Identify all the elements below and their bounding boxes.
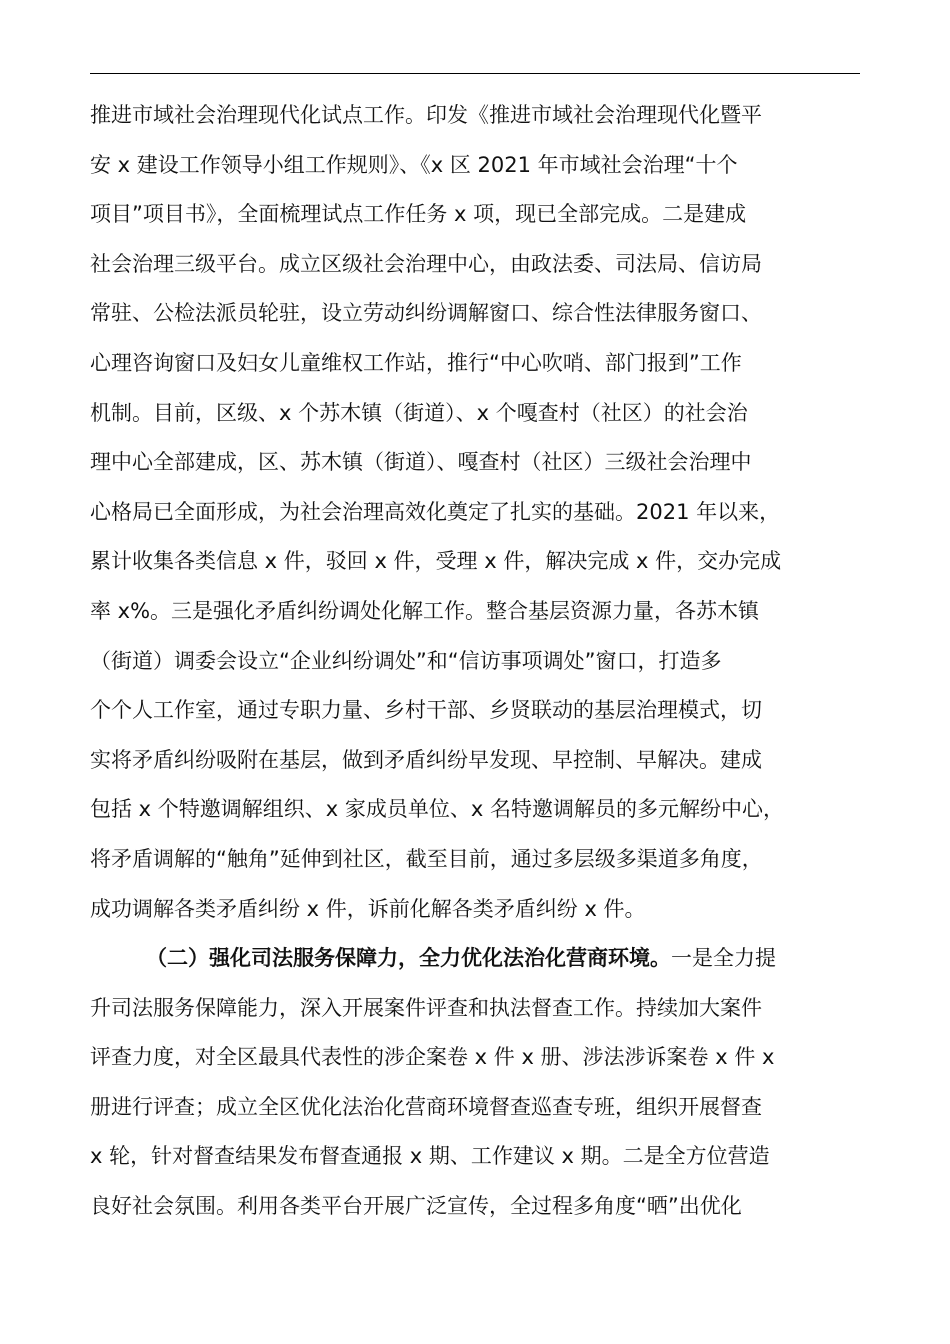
text-line: 将矛盾调解的“触角”延伸到社区，截至目前，通过多层级多渠道多角度， (90, 846, 763, 871)
text-line: 项目”项目书》，全面梳理试点工作任务 x 项，现已全部完成。二是建成 (90, 202, 747, 227)
section-2-heading: （二）强化司法服务保障力，全力优化法治化营商环境。 (146, 946, 671, 971)
body-text (90, 99, 870, 1240)
text-line: 实将矛盾纠纷吸附在基层，做到矛盾纠纷早发现、早控制、早解决。建成 (90, 747, 762, 772)
text-line: 升司法服务保障能力，深入开展案件评查和执法督查工作。持续加大案件 (90, 995, 762, 1020)
text-line: 包括 x 个特邀调解组织、x 家成员单位、x 名特邀调解员的多元解纷中心， (90, 797, 784, 822)
header-rule (90, 73, 860, 74)
text-line: x 轮，针对督查结果发布督查通报 x 期、工作建议 x 期。二是全方位营造 (90, 1144, 770, 1169)
text-line: 良好社会氛围。利用各类平台开展广泛宣传，全过程多角度“晒”出优化 (90, 1194, 742, 1219)
text-line: 机制。目前，区级、x 个苏木镇（街道）、x 个嘎查村（社区）的社会治 (90, 400, 748, 425)
text-line: 评查力度，对全区最具代表性的涉企案卷 x 件 x 册、涉法涉诉案卷 x 件 x (90, 1045, 775, 1070)
text-line: 册进行评查；成立全区优化法治化营商环境督查巡查专班，组织开展督查 (90, 1094, 762, 1119)
text-line: 社会治理三级平台。成立区级社会治理中心，由政法委、司法局、信访局 (90, 251, 762, 276)
text-line: 心格局已全面形成，为社会治理高效化奠定了扎实的基础。2021 年以来， (90, 499, 781, 524)
text-line: 心理咨询窗口及妇女儿童维权工作站，推行“中心吹哨、部门报到”工作 (90, 350, 742, 375)
text-line: 成功调解各类矛盾纠纷 x 件，诉前化解各类矛盾纠纷 x 件。 (90, 896, 646, 921)
text-line: 个个人工作室，通过专职力量、乡村干部、乡贤联动的基层治理模式，切 (90, 698, 762, 723)
text-line: 累计收集各类信息 x 件，驳回 x 件，受理 x 件，解决完成 x 件，交办完成 (90, 549, 782, 574)
text-line: 常驻、公检法派员轮驻，设立劳动纠纷调解窗口、综合性法律服务窗口、 (90, 301, 762, 326)
section-2-first-line-text: 一是全力提 (671, 946, 776, 971)
text-line: 安 x 建设工作领导小组工作规则》、《x 区 2021 年市域社会治理“十个 (90, 152, 738, 177)
text-line: 理中心全部建成，区、苏木镇（街道）、嘎查村（社区）三级社会治理中 (90, 450, 752, 475)
text-line: 推进市域社会治理现代化试点工作。印发《推进市域社会治理现代化暨平 (90, 103, 762, 127)
text-line: 率 x%。三是强化矛盾纠纷调处化解工作。整合基层资源力量，各苏木镇 (90, 598, 760, 623)
text-line: （街道）调委会设立“企业纠纷调处”和“信访事项调处”窗口，打造多 (90, 648, 722, 673)
section-2-first-line (90, 942, 870, 992)
